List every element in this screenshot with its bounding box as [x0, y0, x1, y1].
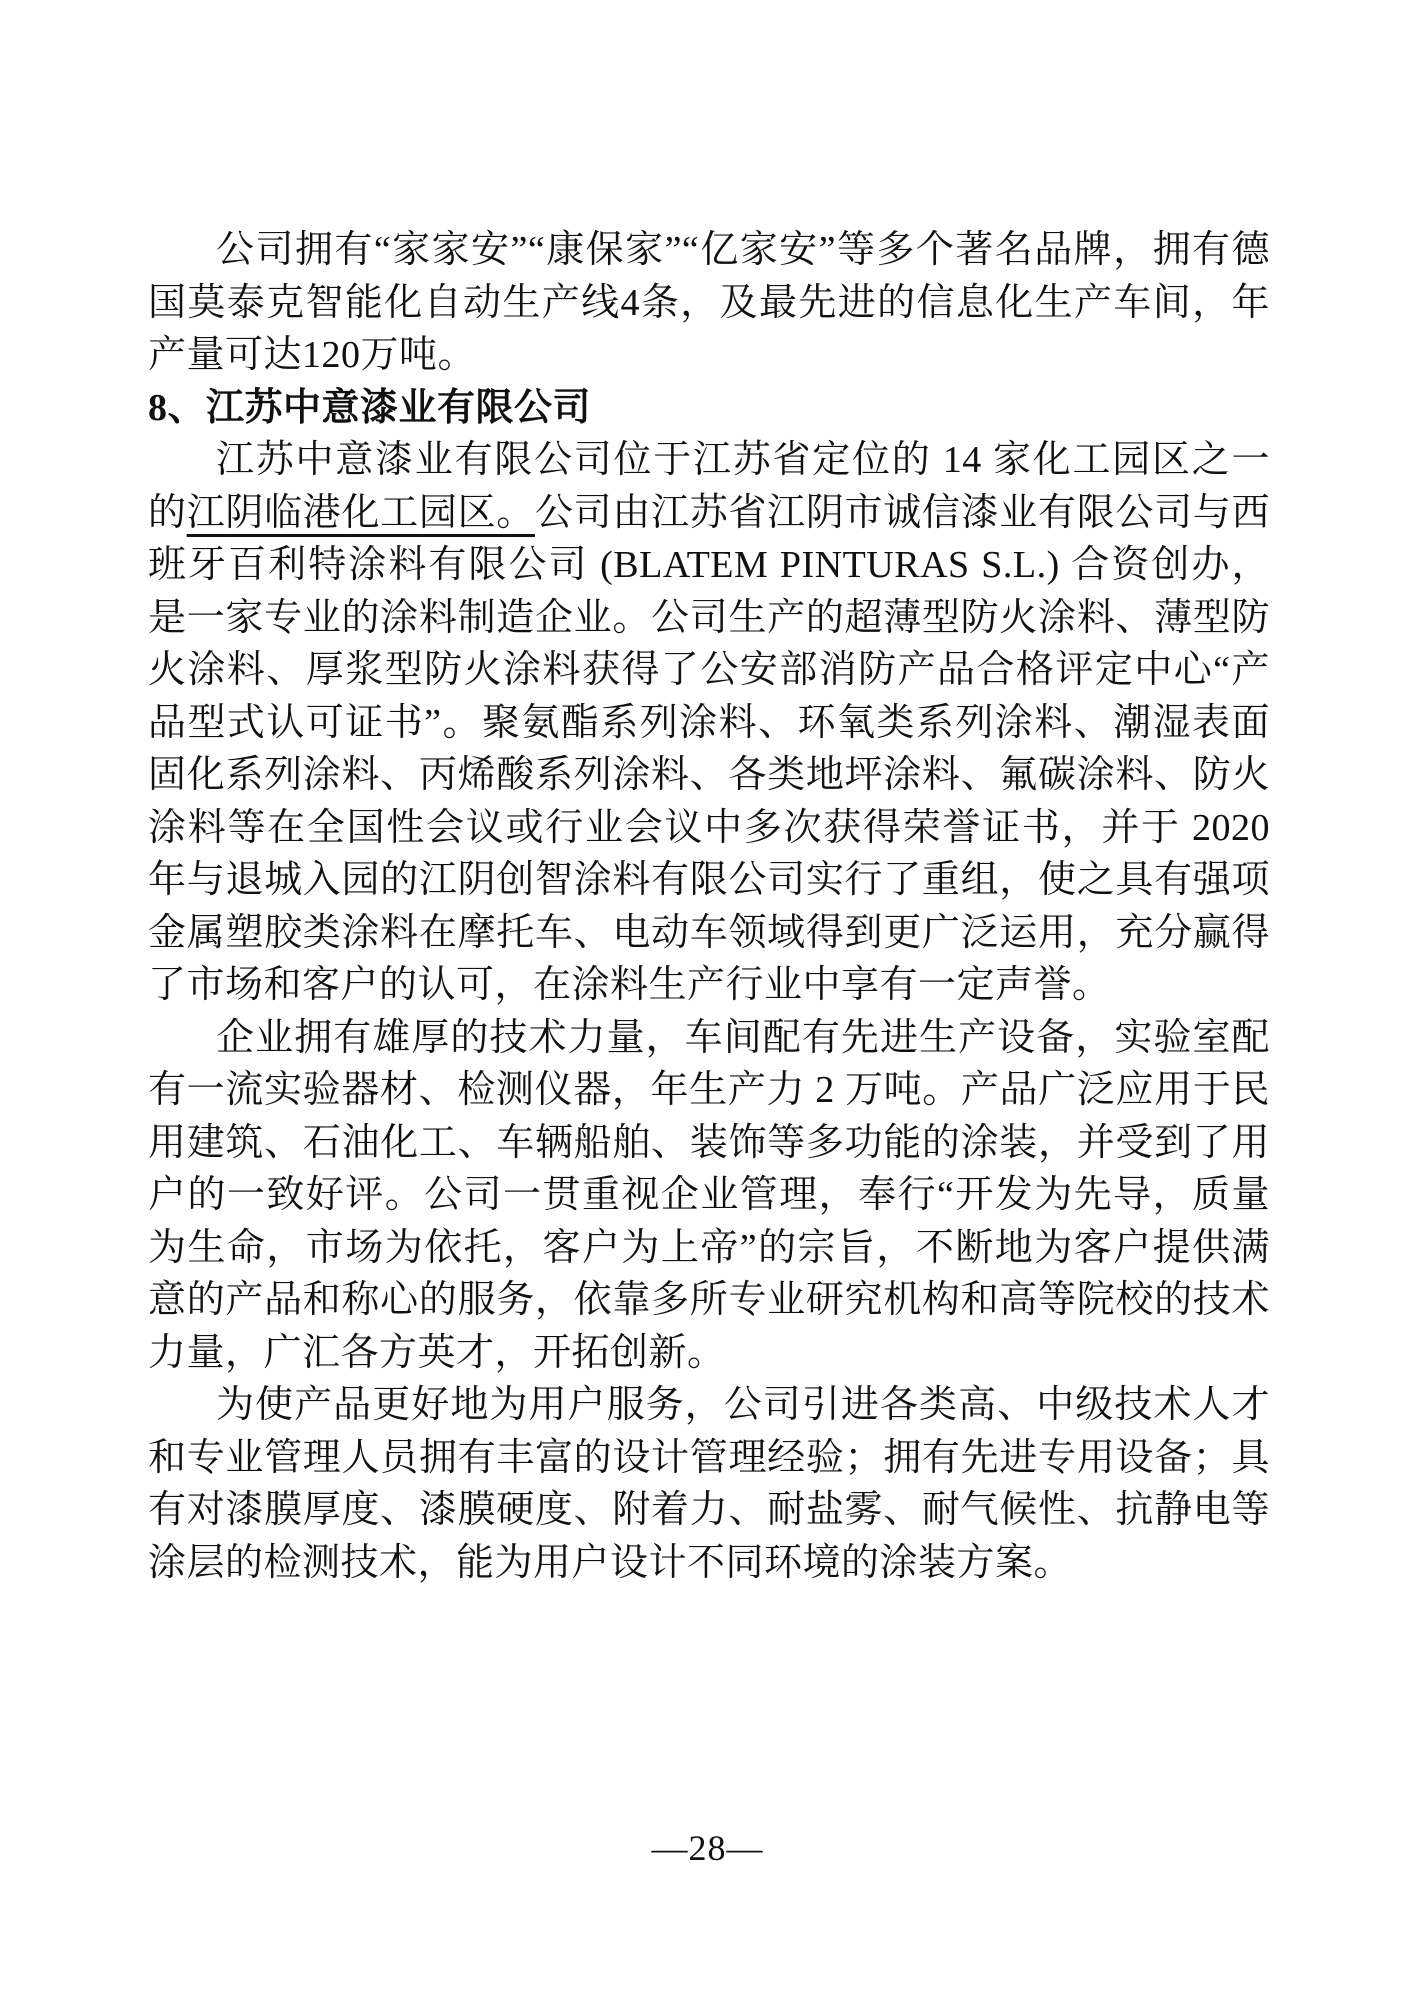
underlined-park-name: 江阴临港化工园区。 — [186, 491, 535, 534]
paragraph-company-intro-lead: 江苏中意漆业有限公司位于江苏省定位的 14 家化工园区之一的 — [148, 439, 1270, 534]
page-number: —28— — [651, 1828, 764, 1868]
paragraph-company-intro-rest: 公司由江苏省江阴市诚信漆业有限公司与西班牙百利特涂料有限公司 (BLATEM PINTURAS S.L.) 合资创办，是一家专业的涂料制造企业。公司生产的超薄型防火涂料、薄型防火涂料、厚浆型防火涂料获得了公安部消防产品合格评定中心“产品型式认可证书”。聚氨酯系列涂料、环氧类系列涂料、潮湿表面固化系列涂料、丙烯酸系列涂料、各类地坪涂料、氟碳涂料、防火涂料等在全国性会议或行业会议中多次获得荣誉证书，并于 2020 年与退城入园的江阴创智涂料有限公司实行了重组，使之具有强项金属塑胶类涂料在摩托车、电动车领域得到更广泛运用，充分赢得了市场和客户的认可，在涂料生产行业中享有一定声誉。 — [148, 491, 1270, 1006]
page-content — [148, 224, 1270, 1589]
section-heading-company-8: 8、江苏中意漆业有限公司 — [148, 386, 592, 429]
paragraph-company-intro — [148, 434, 1270, 1012]
paragraph-talent-equipment: 为使产品更好地为用户服务，公司引进各类高、中级技术人才和专业管理人员拥有丰富的设计管理经验；拥有先进专用设备；具有对漆膜厚度、漆膜硬度、附着力、耐盐雾、耐气候性、抗静电等涂层的检测技术，能为用户设计不同环境的涂装方案。 — [148, 1384, 1270, 1584]
paragraph-brands: 公司拥有“家家安”“康保家”“亿家安”等多个著名品牌，拥有德国莫泰克智能化自动生产线4条，及最先进的信息化生产车间，年产量可达120万吨。 — [148, 229, 1270, 376]
paragraph-technical-strength: 企业拥有雄厚的技术力量，车间配有先进生产设备，实验室配有一流实验器材、检测仪器，年生产力 2 万吨。产品广泛应用于民用建筑、石油化工、车辆船舶、装饰等多功能的涂装，并受到了用户的一致好评。公司一贯重视企业管理，奉行“开发为先导，质量为生命，市场为依托，客户为上帝”的宗旨，不断地为客户提供满意的产品和称心的服务，依靠多所专业研究机构和高等院校的技术力量，广汇各方英才，开拓创新。 — [148, 1016, 1270, 1374]
